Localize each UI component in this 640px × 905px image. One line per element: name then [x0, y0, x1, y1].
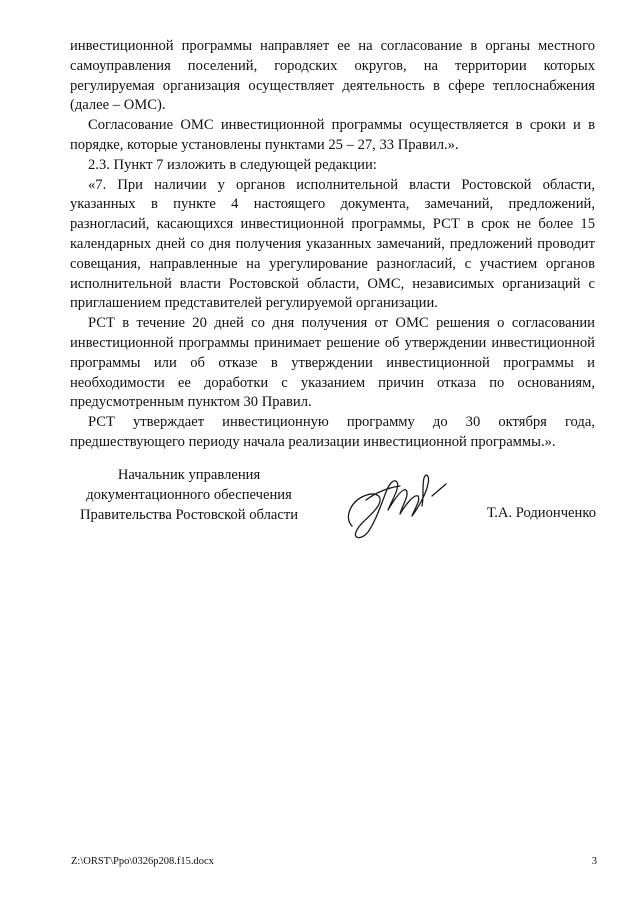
paragraph-rst-decision: РСТ в течение 20 дней со дня получения от ОМС решения о согласовании инвестиционной программы принимает решение об утверждении инвестиционной программы или об отказе в утверждении инвестиционной программы и необходимости ее доработки с указанием причин отказа по основаниям, предусмотренным пунктом 30 Правил. — [70, 315, 595, 411]
signatory-title — [64, 466, 314, 525]
footer-file-path: Z:\ORST\Ppo\0326p208.f15.docx — [71, 856, 214, 867]
paragraph-oms-approval: Согласование ОМС инвестиционной программы осуществляется в сроки и в порядке, которые установлены пунктами 25 – 27, 33 Правил.». — [70, 117, 595, 153]
paragraph-item-2-3: 2.3. Пункт 7 изложить в следующей редакции: — [88, 156, 377, 173]
signatory-title-line: Начальник управления — [117, 467, 261, 483]
paragraph-rst-approval-deadline: РСТ утверждает инвестиционную программу до 30 октября года, предшествующего периоду начала реализации инвестиционной программы.». — [70, 414, 595, 450]
document-body — [70, 37, 595, 453]
page-number: 3 — [591, 856, 597, 867]
signature-block — [0, 466, 640, 556]
signatory-title-line: документационного обеспечения — [86, 486, 292, 503]
handwritten-signature — [342, 466, 452, 542]
paragraph-continuation: инвестиционной программы направляет ее на согласование в органы местного самоуправления поселений, городских округов, на территории которых регулируемая организация осуществляет деятельность в сфере теплоснабжения (далее – ОМС). — [70, 38, 595, 114]
signatory-title-line: Правительства Ростовской области — [79, 506, 299, 523]
paragraph-item-7: «7. При наличии у органов исполнительной власти Ростовской области, указанных в пункте 4 настоящего документа, замечаний, предложений, разногласий, касающихся инвестиционной программы, РСТ в срок не более 15 календарных дней со дня получения указанных замечаний, предложений проводит совещания, направленные на урегулирование разногласий, с участием органов исполнительной власти Ростовской области, ОМС, независимых организаций с приглашением представителей регулируемой организации. — [70, 176, 595, 312]
signatory-name: Т.А. Родионченко — [486, 505, 596, 521]
